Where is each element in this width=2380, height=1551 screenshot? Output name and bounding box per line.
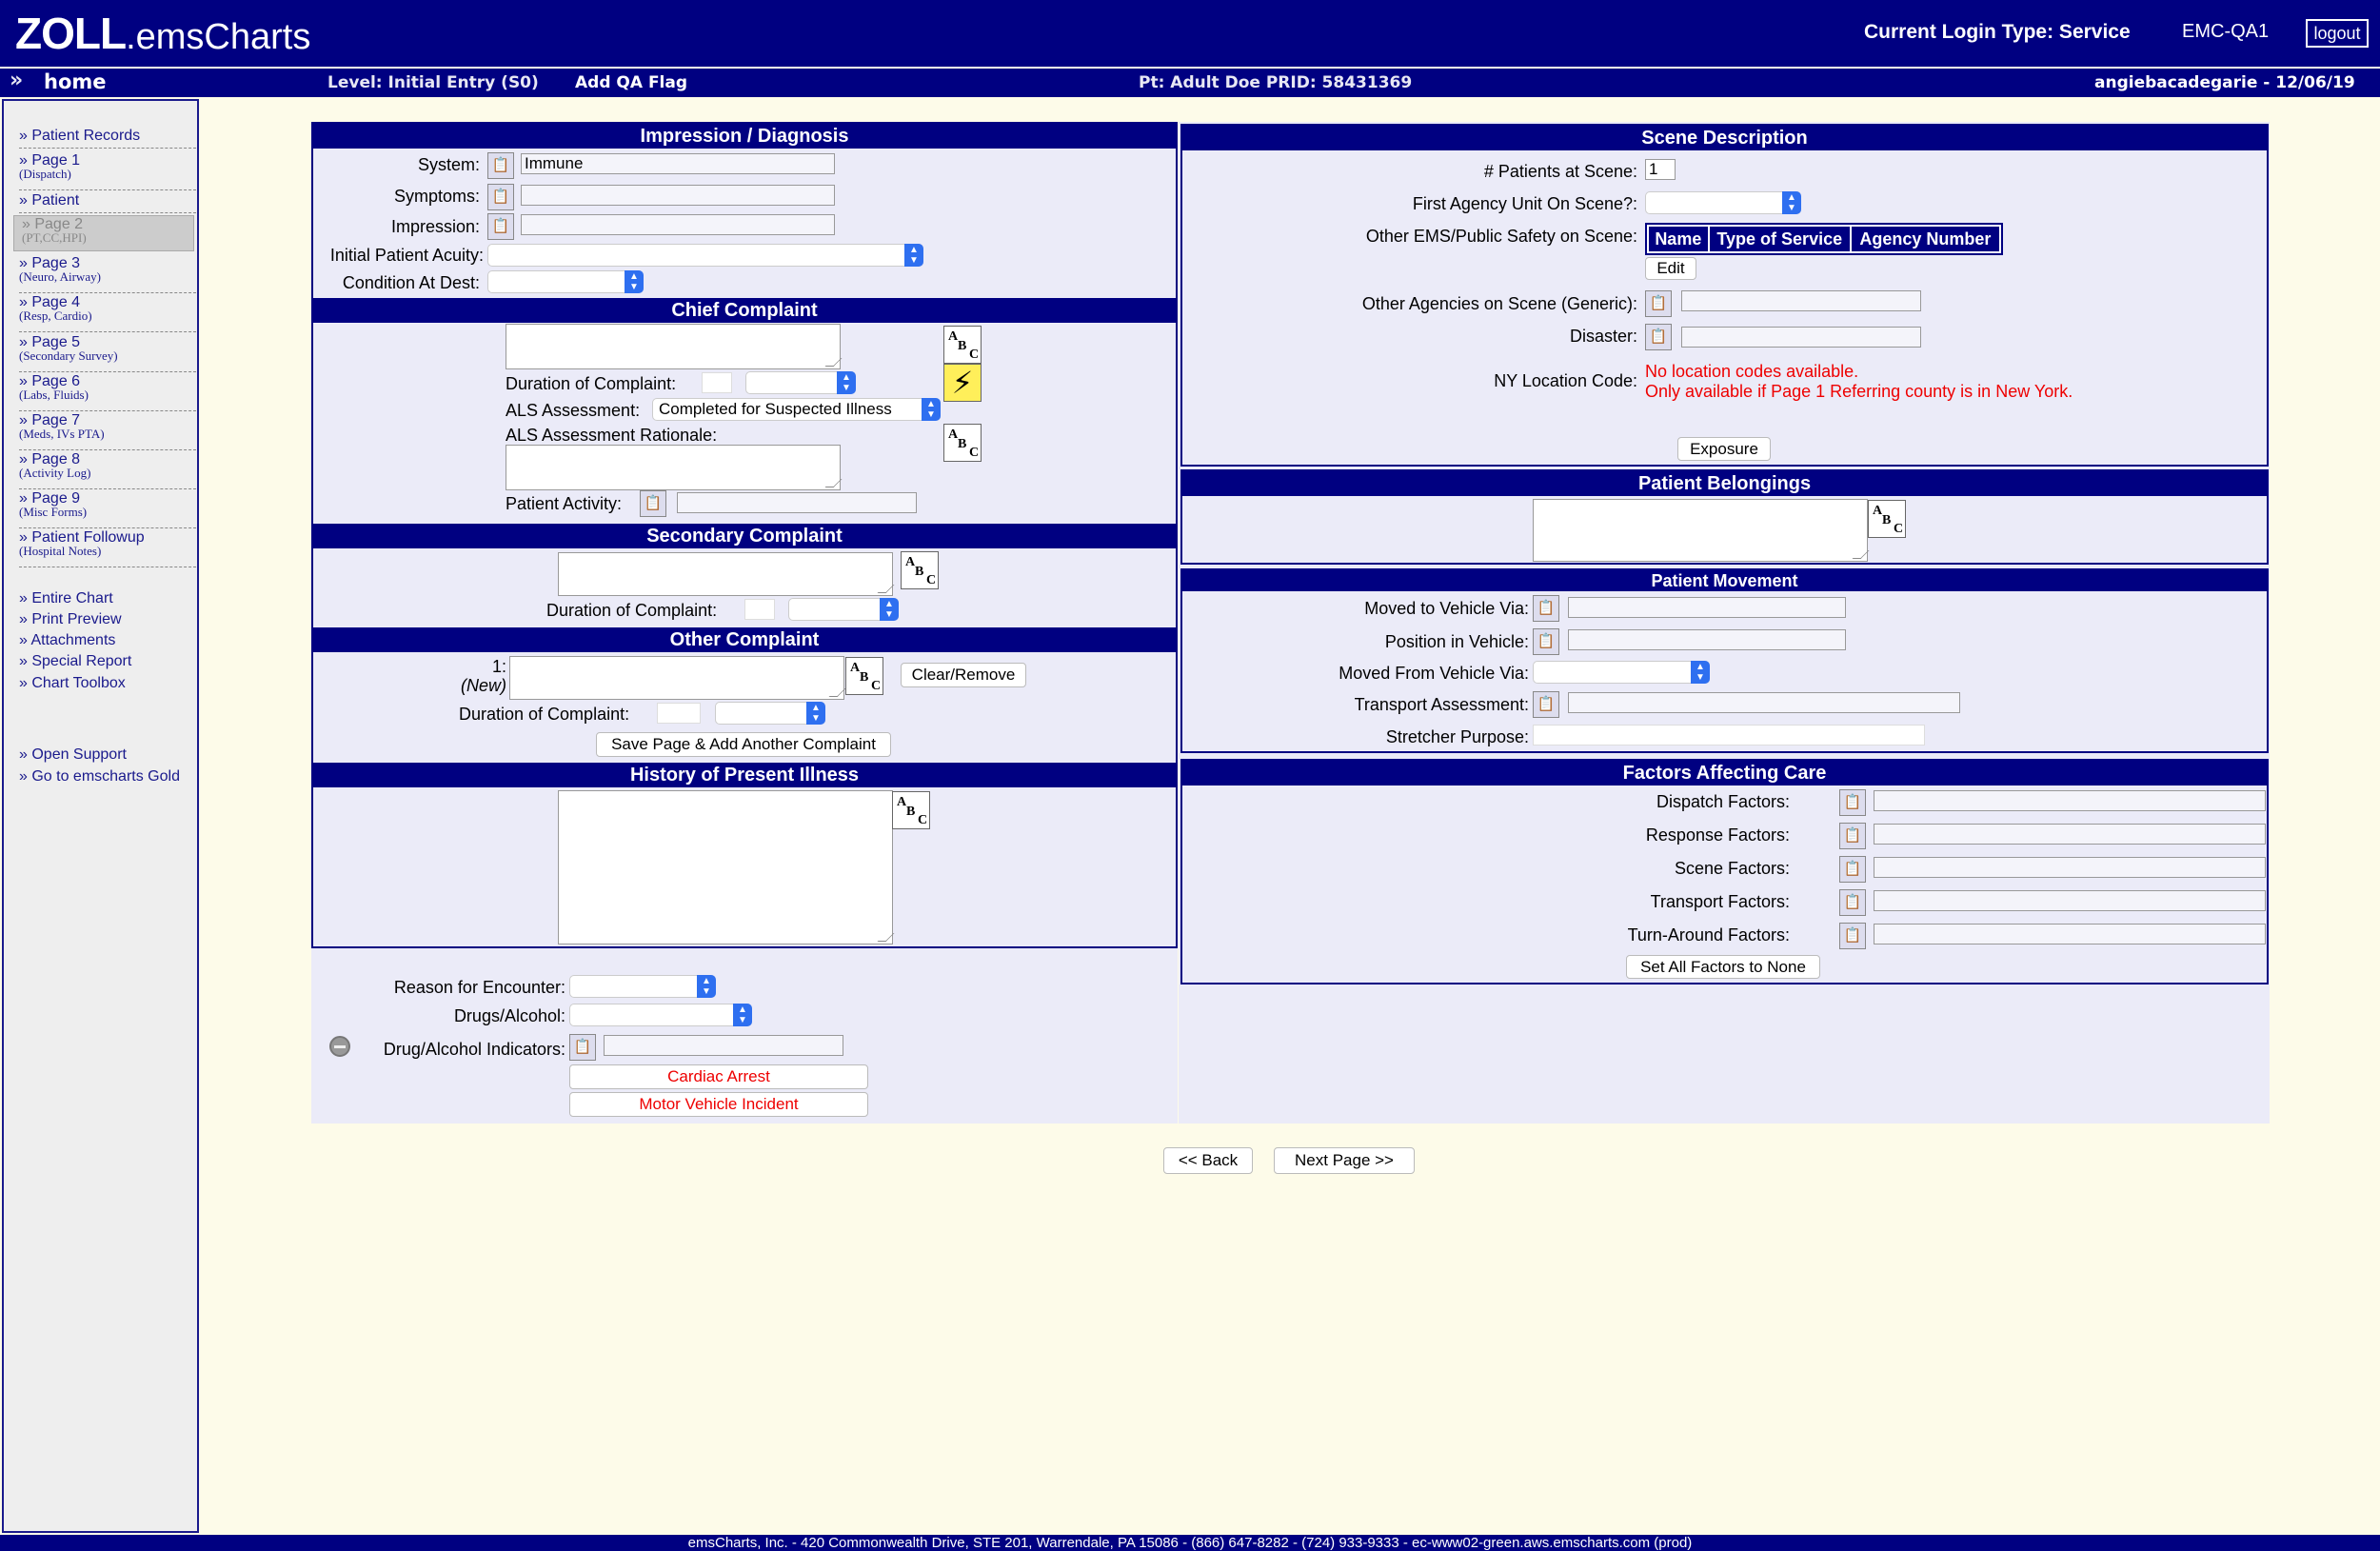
dispatch-factors-label: Dispatch Factors: [1656, 792, 1790, 811]
sidebar-item-page7[interactable]: » Page 7 (Meds, IVs PTA) [19, 412, 196, 450]
response-factors-field[interactable] [1874, 824, 2266, 845]
clipboard-picker-icon[interactable]: 📋 [1839, 789, 1866, 816]
reason-label: Reason for Encounter: [393, 978, 565, 997]
moved-to-field[interactable] [1568, 597, 1846, 618]
movement-header: Patient Movement [1182, 570, 2267, 591]
other-complaint-number: 1: [491, 657, 506, 676]
condition-select[interactable]: ▲ ▼ [487, 270, 644, 293]
als-select[interactable]: Completed for Suspected Illness ▲ ▼ [652, 398, 941, 421]
lightning-icon[interactable]: ⚡ [943, 364, 982, 402]
secondary-duration-unit-select[interactable]: ▲ ▼ [788, 598, 899, 621]
first-unit-label: First Agency Unit On Scene?: [1412, 194, 1637, 213]
sidebar-item-page9[interactable]: » Page 9 (Misc Forms) [19, 490, 196, 528]
position-field[interactable] [1568, 629, 1846, 650]
ny-location-note: Only available if Page 1 Referring county is in New York. [1645, 382, 2073, 401]
condition-label: Condition At Dest: [342, 273, 480, 292]
patients-at-scene-label: # Patients at Scene: [1483, 162, 1637, 181]
chief-complaint-header: Chief Complaint [313, 298, 1176, 323]
impression-label: Impression: [390, 217, 480, 236]
stretcher-purpose-field[interactable] [1533, 725, 1925, 746]
system-label: System: [417, 155, 480, 174]
sidebar-link-open-support[interactable]: » Open Support [19, 746, 127, 763]
footer: emsCharts, Inc. - 420 Commonwealth Drive, STE 201, Warrendale, PA 15086 - (866) 647-8282 - (724) 933-9333 - ec-www02-green.aws.emscharts.com (prod) [0, 1535, 2380, 1551]
sidebar-link-chart-toolbox[interactable]: » Chart Toolbox [19, 675, 126, 691]
clipboard-picker-icon[interactable]: 📋 [487, 184, 514, 210]
clipboard-picker-icon[interactable]: 📋 [1645, 290, 1672, 317]
cardiac-arrest-button[interactable]: Cardiac Arrest [569, 1064, 868, 1089]
spellcheck-abc-icon[interactable]: A B C [943, 326, 982, 364]
other-duration-unit-select[interactable]: ▲ ▼ [715, 702, 825, 725]
disaster-label: Disaster: [1569, 327, 1637, 346]
impression-header: Impression / Diagnosis [313, 124, 1176, 149]
double-chevron-icon[interactable]: » [10, 69, 24, 92]
spellcheck-abc-icon[interactable]: A B C [943, 424, 982, 462]
spellcheck-abc-icon[interactable]: A B C [892, 791, 930, 829]
belongings-textarea[interactable] [1533, 499, 1868, 562]
acuity-label: Initial Patient Acuity: [329, 246, 484, 265]
clipboard-picker-icon[interactable]: 📋 [1839, 856, 1866, 883]
patient-activity-field[interactable] [677, 492, 917, 513]
drug-indicators-label: Drug/Alcohol Indicators: [383, 1040, 565, 1059]
first-unit-select[interactable]: ▲ ▼ [1645, 191, 1801, 214]
other-complaint-textarea[interactable] [509, 656, 844, 700]
clipboard-picker-icon[interactable]: 📋 [640, 490, 666, 517]
spellcheck-abc-icon[interactable]: A B C [845, 657, 883, 695]
sidebar-link-special-report[interactable]: » Special Report [19, 653, 132, 669]
sidebar-item-patient[interactable]: » Patient [19, 192, 196, 213]
sidebar-item-page4[interactable]: » Page 4 (Resp, Cardio) [19, 294, 196, 332]
sidebar-item-patient-followup[interactable]: » Patient Followup (Hospital Notes) [19, 529, 196, 567]
zoll-emscharts-logo: ZOLL.emsCharts [15, 9, 311, 58]
other-ems-label: Other EMS/Public Safety on Scene: [1365, 227, 1637, 246]
col-agency-number: Agency Number [1852, 227, 1999, 251]
sidebar-item-page1[interactable]: » Page 1 (Dispatch) [19, 152, 196, 190]
drugs-label: Drugs/Alcohol: [453, 1006, 565, 1025]
sidebar-item-page8[interactable]: » Page 8 (Activity Log) [19, 451, 196, 489]
sidebar-link-print-preview[interactable]: » Print Preview [19, 611, 122, 627]
acuity-select[interactable]: ▲ ▼ [487, 244, 923, 267]
sidebar-item-page5[interactable]: » Page 5 (Secondary Survey) [19, 334, 196, 372]
sidebar-item-page6[interactable]: » Page 6 (Labs, Fluids) [19, 373, 196, 411]
secondary-complaint-header: Secondary Complaint [313, 524, 1176, 548]
symptoms-field[interactable] [521, 185, 835, 206]
impression-field[interactable] [521, 214, 835, 235]
ny-location-message: No location codes available. [1645, 362, 1859, 381]
login-type: Current Login Type: Service [1864, 21, 2131, 43]
other-agencies-label: Other Agencies on Scene (Generic): [1361, 294, 1637, 313]
next-page-button[interactable]: Next Page >> [1274, 1147, 1415, 1174]
clipboard-picker-icon[interactable]: 📋 [1533, 595, 1559, 622]
transport-factors-label: Transport Factors: [1650, 892, 1790, 911]
clipboard-picker-icon[interactable]: 📋 [1533, 691, 1559, 718]
position-label: Position in Vehicle: [1384, 632, 1529, 651]
moved-from-select[interactable]: ▲ ▼ [1533, 661, 1710, 684]
sidebar-item-page3[interactable]: » Page 3 (Neuro, Airway) [19, 255, 196, 293]
scene-factors-label: Scene Factors: [1674, 859, 1790, 878]
other-complaint-new-label: (New) [461, 676, 506, 695]
clipboard-picker-icon[interactable]: 📋 [569, 1034, 596, 1061]
patient-id-label: Pt: Adult Doe PRID: 58431369 [1139, 73, 1413, 92]
sidebar-link-entire-chart[interactable]: » Entire Chart [19, 590, 113, 606]
environment-label: EMC-QA1 [2182, 21, 2270, 42]
chief-complaint-textarea[interactable] [506, 324, 841, 369]
chief-duration-number[interactable] [702, 372, 732, 393]
transport-assessment-field[interactable] [1568, 692, 1960, 713]
secondary-duration-number[interactable] [744, 599, 775, 620]
reason-select[interactable]: ▲ ▼ [569, 975, 716, 998]
patients-at-scene-field[interactable]: 1 [1645, 159, 1676, 180]
moved-from-label: Moved From Vehicle Via: [1339, 664, 1529, 683]
als-rationale-textarea[interactable] [506, 445, 841, 490]
als-label: ALS Assessment: [506, 401, 641, 420]
other-ems-table [1645, 223, 2003, 255]
ny-location-label: NY Location Code: [1494, 371, 1637, 390]
drugs-select[interactable]: ▲ ▼ [569, 1004, 752, 1026]
turnaround-factors-label: Turn-Around Factors: [1627, 925, 1790, 945]
level-label: Level: Initial Entry (S0) [327, 73, 539, 92]
als-rationale-label: ALS Assessment Rationale: [506, 426, 718, 445]
secondary-complaint-textarea[interactable] [558, 552, 893, 596]
sidebar-item-patient-records[interactable]: » Patient Records [19, 128, 196, 149]
logout-button[interactable]: logout [2306, 19, 2369, 48]
sidebar-link-attachments[interactable]: » Attachments [19, 632, 116, 648]
other-duration-label: Duration of Complaint: [459, 705, 630, 724]
clipboard-picker-icon[interactable]: 📋 [1533, 628, 1559, 655]
factors-header: Factors Affecting Care [1182, 761, 2267, 785]
other-complaint-header: Other Complaint [313, 627, 1176, 652]
transport-assessment-label: Transport Assessment: [1354, 695, 1529, 714]
clipboard-picker-icon[interactable]: 📋 [1839, 923, 1866, 949]
col-type-of-service: Type of Service [1710, 227, 1850, 251]
home-link[interactable]: home [44, 70, 107, 93]
nav-bar [0, 69, 2380, 97]
scene-header: Scene Description [1182, 126, 2267, 150]
hpi-textarea[interactable] [558, 790, 893, 945]
clipboard-picker-icon[interactable]: 📋 [487, 152, 514, 179]
belongings-header: Patient Belongings [1182, 471, 2267, 496]
system-field[interactable]: Immune [521, 153, 835, 174]
transport-factors-field[interactable] [1874, 890, 2266, 911]
clipboard-picker-icon[interactable]: 📋 [1645, 324, 1672, 350]
sidebar [2, 99, 199, 1533]
clipboard-picker-icon[interactable]: 📋 [1839, 823, 1866, 849]
scene-factors-field[interactable] [1874, 857, 2266, 878]
chief-duration-unit-select[interactable]: ▲ ▼ [745, 371, 856, 394]
patient-activity-label: Patient Activity: [506, 494, 623, 513]
secondary-duration-label: Duration of Complaint: [546, 601, 718, 620]
hpi-header: History of Present Illness [313, 763, 1176, 787]
spellcheck-abc-icon[interactable]: A B C [901, 551, 939, 589]
turnaround-factors-field[interactable] [1874, 924, 2266, 945]
stretcher-purpose-label: Stretcher Purpose: [1385, 727, 1529, 746]
back-button[interactable]: << Back [1163, 1147, 1253, 1174]
motor-vehicle-incident-button[interactable]: Motor Vehicle Incident [569, 1092, 868, 1117]
other-duration-number[interactable] [657, 703, 701, 724]
clipboard-picker-icon[interactable]: 📋 [1839, 889, 1866, 916]
chief-duration-label: Duration of Complaint: [506, 374, 677, 393]
spellcheck-abc-icon[interactable]: A B C [1868, 500, 1906, 538]
edit-button[interactable]: Edit [1645, 257, 1696, 280]
disaster-field[interactable] [1681, 327, 1921, 348]
user-date-label: angiebacadegarie - 12/06/19 [2094, 73, 2355, 92]
sidebar-link-emscharts-gold[interactable]: » Go to emscharts Gold [19, 768, 180, 785]
clear-remove-button[interactable]: Clear/Remove [901, 663, 1026, 687]
set-all-factors-none-button[interactable]: Set All Factors to None [1626, 955, 1820, 979]
sidebar-item-page2[interactable]: » Page 2 (PT,CC,HPI) [13, 215, 194, 251]
clipboard-picker-icon[interactable]: 📋 [487, 213, 514, 240]
dispatch-factors-field[interactable] [1874, 790, 2266, 811]
symptoms-label: Symptoms: [393, 187, 480, 206]
response-factors-label: Response Factors: [1645, 825, 1790, 845]
add-qa-flag-link[interactable]: Add QA Flag [575, 73, 688, 92]
other-agencies-field[interactable] [1681, 290, 1921, 311]
drug-indicators-field[interactable] [604, 1035, 843, 1056]
exposure-button[interactable]: Exposure [1677, 437, 1771, 461]
col-name: Name [1649, 227, 1708, 251]
moved-to-label: Moved to Vehicle Via: [1364, 599, 1529, 618]
save-add-complaint-button[interactable]: Save Page & Add Another Complaint [596, 732, 891, 757]
